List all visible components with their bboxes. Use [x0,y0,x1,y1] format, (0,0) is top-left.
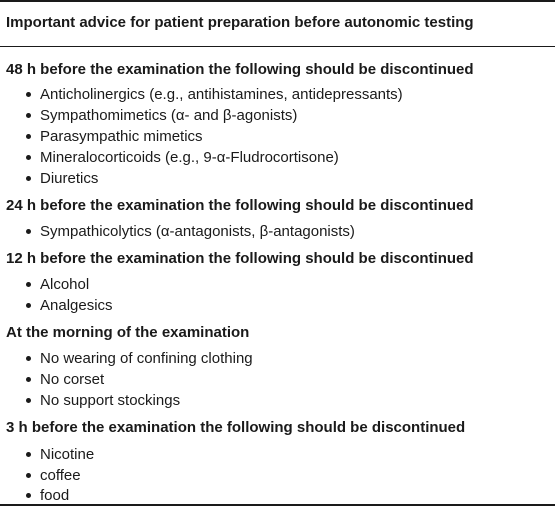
list-item: Nicotine [26,446,94,463]
header-rule [0,46,555,47]
bullet-icon [26,92,31,97]
bullet-icon [26,229,31,234]
bullet-icon [26,176,31,181]
bullet-icon [26,398,31,403]
list-item: Analgesics [26,297,113,314]
section-title-3h: 3 h before the examination the following should be discontinued [6,419,466,436]
bullet-icon [26,452,31,457]
list-item: No wearing of confining clothing [26,350,253,367]
list-item: food [26,487,69,504]
list-item: coffee [26,467,81,484]
bullet-icon [26,134,31,139]
list-item: Diuretics [26,170,98,187]
list-item: Anticholinergics (e.g., antihistamines, antidepressants) [26,86,403,103]
bullet-icon [26,377,31,382]
list-item: Sympathomimetics (α- and β-agonists) [26,107,297,124]
list-item: Parasympathic mimetics [26,128,203,145]
bullet-icon [26,493,31,498]
bullet-icon [26,155,31,160]
bullet-icon [26,113,31,118]
list-item: No corset [26,371,104,388]
top-rule [0,0,555,2]
list-item: No support stockings [26,392,180,409]
bullet-icon [26,303,31,308]
section-title-48h: 48 h before the examination the following should be discontinued [6,61,474,78]
table-header: Important advice for patient preparation before autonomic testing [6,14,474,31]
list-item: Sympathicolytics (α-antagonists, β-antagonists) [26,223,355,240]
section-title-morning: At the morning of the examination [6,324,250,341]
list-item: Mineralocorticoids (e.g., 9-α-Fludrocortisone) [26,149,339,166]
section-title-24h: 24 h before the examination the following should be discontinued [6,197,474,214]
bullet-icon [26,282,31,287]
bullet-icon [26,356,31,361]
list-item: Alcohol [26,276,89,293]
bullet-icon [26,473,31,478]
section-title-12h: 12 h before the examination the following should be discontinued [6,250,474,267]
